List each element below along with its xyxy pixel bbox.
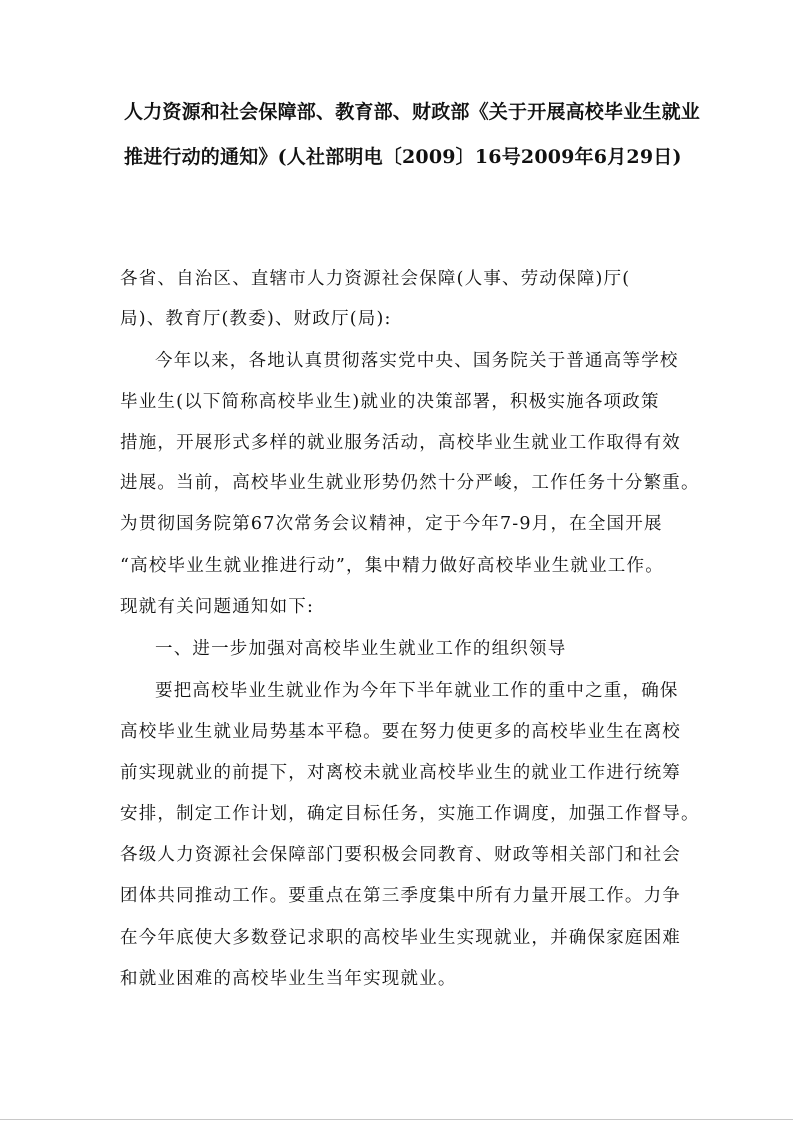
paragraph-line: 团体共同推动工作。要重点在第三季度集中所有力量开展工作。力争 [120, 886, 681, 906]
paragraph-line: 前实现就业的前提下，对离校未就业高校毕业生的就业工作进行统筹 [120, 763, 681, 783]
addressee-line-1: 各省、自治区、直辖市人力资源社会保障(人事、劳动保障)厅( [120, 269, 631, 289]
paragraph-line: 安排，制定工作计划，确定目标任务，实施工作调度，加强工作督导。 [120, 804, 700, 824]
paragraph-line: 现就有关问题通知如下: [120, 597, 315, 617]
paragraph-line: 进展。当前，高校毕业生就业形势仍然十分严峻，工作任务十分繁重。 [120, 473, 700, 493]
section-heading: 一、进一步加强对高校毕业生就业工作的组织领导 [155, 639, 567, 659]
addressee-line-2: 局)、教育厅(教委)、财政厅(局): [120, 309, 392, 329]
page-bottom-divider [0, 1119, 793, 1120]
paragraph-line: 措施，开展形式多样的就业服务活动，高校毕业生就业工作取得有效 [120, 433, 681, 453]
paragraph-line: 各级人力资源社会保障部门要积极会同教育、财政等相关部门和社会 [120, 845, 681, 865]
document-title-line-2: 推进行动的通知》(人社部明电〔2009〕16号2009年6月29日) [124, 146, 682, 168]
paragraph-line: “高校毕业生就业推进行动”，集中精力做好高校毕业生就业工作。 [120, 556, 664, 576]
paragraph-line: 今年以来，各地认真贯彻落实党中央、国务院关于普通高等学校 [155, 351, 679, 371]
paragraph-line: 为贯彻国务院第67次常务会议精神，定于今年7-9月，在全国开展 [120, 514, 663, 534]
paragraph-line: 和就业困难的高校毕业生当年实现就业。 [120, 969, 457, 989]
paragraph-line: 要把高校毕业生就业作为今年下半年就业工作的重中之重，确保 [155, 681, 679, 701]
paragraph-line: 高校毕业生就业局势基本平稳。要在努力使更多的高校毕业生在离校 [120, 722, 681, 742]
paragraph-line: 在今年底使大多数登记求职的高校毕业生实现就业，并确保家庭困难 [120, 928, 681, 948]
paragraph-line: 毕业生(以下简称高校毕业生)就业的决策部署，积极实施各项政策 [120, 392, 660, 412]
document-title-line-1: 人力资源和社会保障部、教育部、财政部《关于开展高校毕业生就业 [124, 101, 701, 123]
